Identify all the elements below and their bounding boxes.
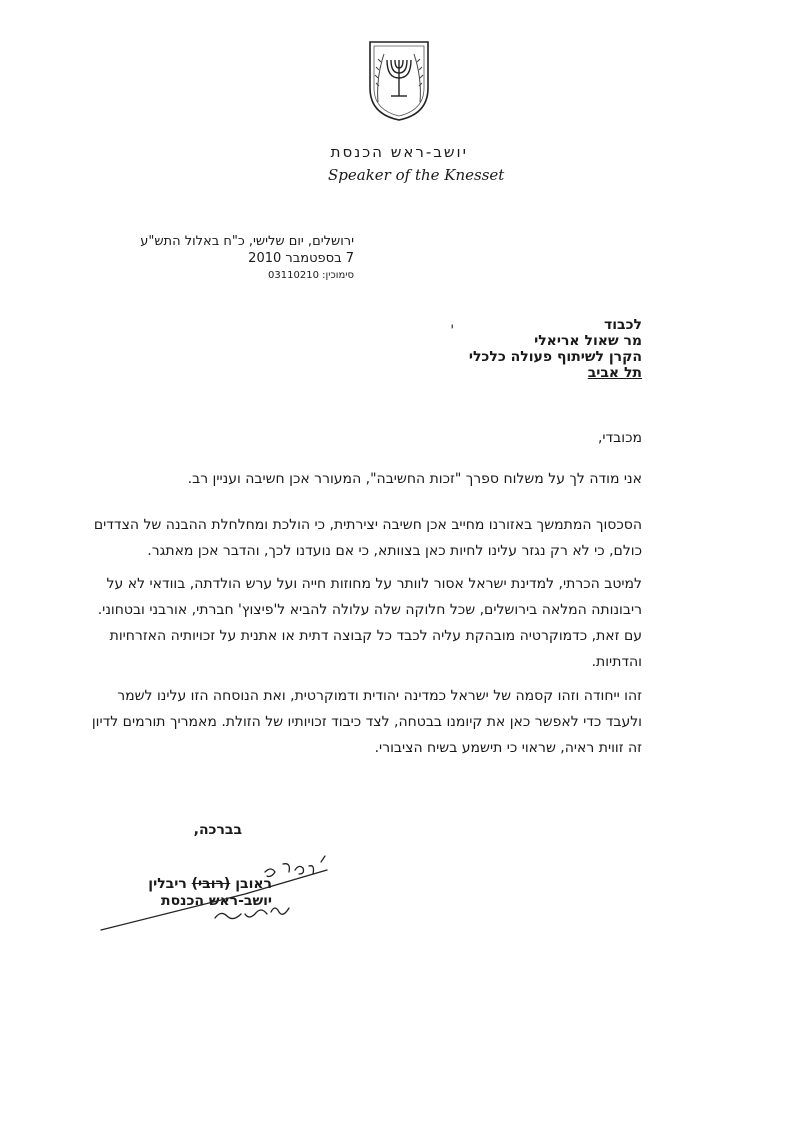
salutation: מכובדי, <box>597 430 642 446</box>
address-line-city: תל אביב <box>587 365 642 381</box>
menorah-emblem-icon <box>366 38 432 122</box>
reference-number: סימוכין: 03110210 <box>268 270 354 281</box>
signatory-surname: ריבלין <box>148 876 187 892</box>
signatory-first-name: ראובן <box>235 876 272 892</box>
address-line-honorific: לכבוד <box>604 317 642 333</box>
date-block <box>140 233 354 284</box>
paragraph-1: אני מודה לך על משלוח ספרך "זכות החשיבה", המעורר אכן חשיבה ועניין רב. <box>187 471 642 487</box>
handwritten-signature <box>95 852 335 937</box>
paragraph-2: הסכסוך המתמשך באזורנו מחייב אכן חשיבה יצירתית, כי הולכת ומחלחלת ההבנה של הצדדים כולם, כי לא רק נגזר עלינו לחיות כאן בצוותא, כי אם נועדנו לכך, והדבר אכן מאתגר. <box>93 517 642 559</box>
office-title-hebrew: יושב-ראש הכנסת <box>330 143 468 161</box>
address-mark: י <box>450 320 454 334</box>
paragraph-4: זהו ייחודה וזהו קסמה של ישראל כמדינה יהודית ודמוקרטית, ואת הנוסחה הזו עלינו לשמר ולעבד כדי לאפשר כאן את קיומנו בבטחה, לצד כיבוד זכויותיו של הזולת. מאמריך תורמים לדיון זה זווית ראיה, שראוי כי תישמע בשיח הציבורי. <box>91 688 642 756</box>
address-line-name: מר שאול אריאלי <box>534 333 642 349</box>
signatory-nickname: (רובי) <box>191 876 231 892</box>
office-title-english: Speaker of the Knesset <box>328 166 505 184</box>
recipient-address <box>450 317 642 381</box>
closing: בברכה, <box>193 822 242 838</box>
date-line-hebrew: ירושלים, יום שלישי, כ"ח באלול התש"ע <box>140 234 354 249</box>
date-line-gregorian: 7 בספטמבר 2010 <box>248 251 354 266</box>
paragraph-3: למיטב הכרתי, למדינת ישראל אסור לוותר על מחוזות חייה ועל ערש הולדתה, בוודאי לא על ריבונותה המלאה בירושלים, שכל חלוקה שלה עלולה להביא ל'פיצוץ' חברתי, אורבני ובטחוני. עם זאת, כדמוקרטיה מובהקת עליה לכבד כל קבוצה דתית או אתנית על זכויותיה האזרחיות והדתיות. <box>97 576 642 670</box>
address-line-organization: הקרן לשיתוף פעולה כלכלי <box>468 349 642 365</box>
signatory-title: יושב-ראש הכנסת <box>161 893 272 909</box>
